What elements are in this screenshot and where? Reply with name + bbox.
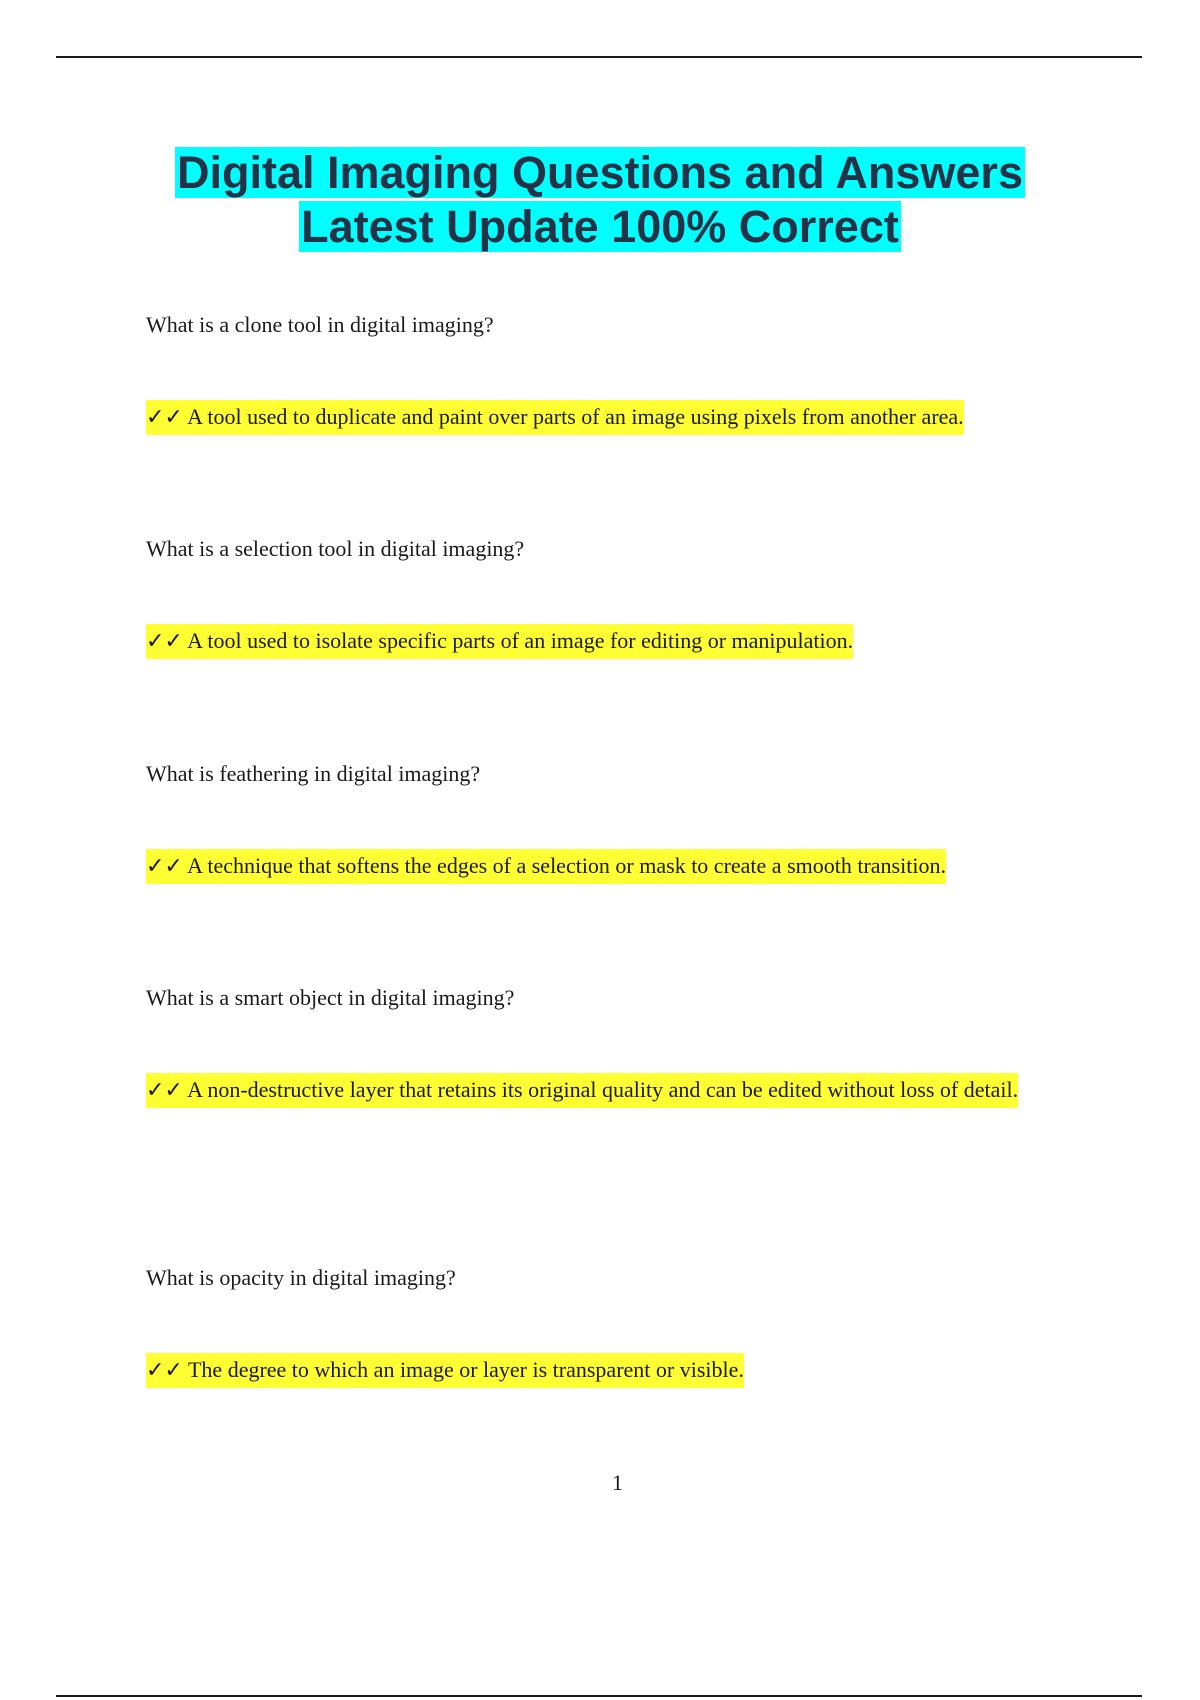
top-rule <box>56 56 1142 58</box>
question-text: What is feathering in digital imaging? <box>146 761 481 786</box>
answer-text: ✓✓ A technique that softens the edges of a selection or mask to create a smooth transition. <box>146 836 1066 897</box>
double-check-icon: ✓✓ <box>146 854 183 879</box>
answer-text: ✓✓ A non-destructive layer that retains its original quality and can be edited without loss of detail. <box>146 1060 1066 1121</box>
double-check-icon: ✓✓ <box>146 629 183 654</box>
page-number: 1 <box>612 1470 623 1495</box>
qa-item-3 <box>146 760 1066 897</box>
bottom-rule <box>56 1695 1142 1697</box>
question-text: What is opacity in digital imaging? <box>146 1265 456 1290</box>
qa-item-2 <box>146 535 1066 672</box>
answer-text: ✓✓ A tool used to isolate specific parts of an image for editing or manipulation. <box>146 611 1066 672</box>
question-text: What is a smart object in digital imaging? <box>146 985 515 1010</box>
answer-text: ✓✓ A tool used to duplicate and paint over parts of an image using pixels from another area. <box>146 387 1066 448</box>
title-line-2: Latest Update 100% Correct <box>301 201 899 252</box>
question-text: What is a clone tool in digital imaging? <box>146 312 494 337</box>
document-title <box>0 146 1200 254</box>
question-text: What is a selection tool in digital imaging? <box>146 536 525 561</box>
qa-item-1 <box>146 311 1066 448</box>
qa-item-5 <box>146 1264 1066 1401</box>
answer-text: ✓✓ The degree to which an image or layer is transparent or visible. <box>146 1340 1066 1401</box>
double-check-icon: ✓✓ <box>146 1358 183 1383</box>
double-check-icon: ✓✓ <box>146 405 183 430</box>
title-line-1: Digital Imaging Questions and Answers <box>177 147 1023 198</box>
qa-item-4 <box>146 984 1066 1121</box>
double-check-icon: ✓✓ <box>146 1078 183 1103</box>
